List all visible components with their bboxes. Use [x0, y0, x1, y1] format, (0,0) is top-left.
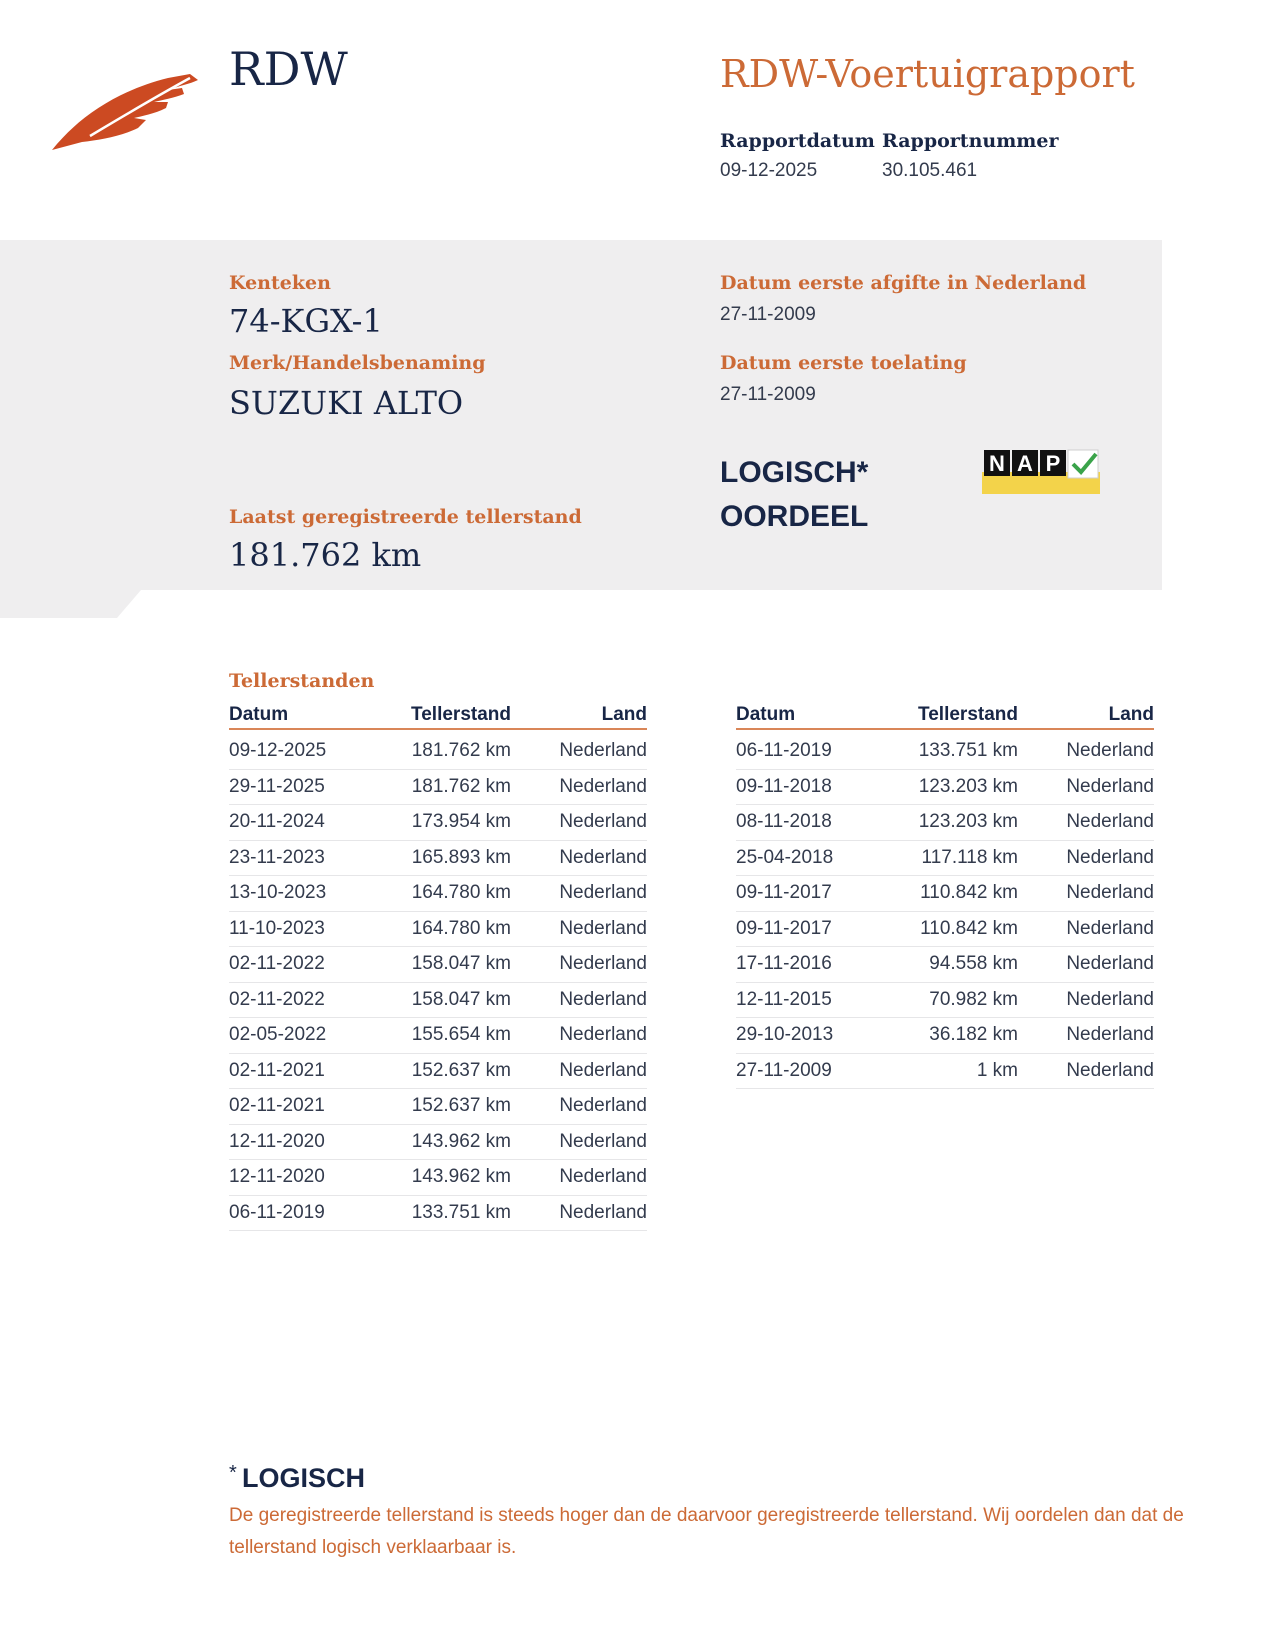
row-country: Nederland [559, 917, 647, 939]
table-body [229, 734, 647, 1231]
row-date: 02-11-2021 [229, 1095, 325, 1117]
row-date: 11-10-2023 [229, 917, 325, 939]
row-country: Nederland [559, 1059, 647, 1081]
row-odometer: 133.751 km [918, 740, 1018, 762]
table-row [229, 734, 647, 770]
row-odometer: 123.203 km [918, 811, 1018, 833]
row-date: 06-11-2019 [229, 1201, 325, 1223]
table-row [229, 876, 647, 912]
row-odometer: 70.982 km [929, 988, 1018, 1010]
row-country: Nederland [559, 1201, 647, 1223]
row-date: 06-11-2019 [736, 740, 832, 762]
panel-tab-slope [117, 590, 141, 618]
plate-label: Kenteken [229, 272, 331, 294]
table-header [736, 700, 1154, 730]
row-odometer: 181.762 km [411, 775, 511, 797]
row-country: Nederland [559, 1095, 647, 1117]
row-odometer: 110.842 km [920, 882, 1018, 904]
row-country: Nederland [1066, 740, 1154, 762]
row-country: Nederland [559, 882, 647, 904]
row-date: 09-11-2017 [736, 882, 832, 904]
col-country: Land [1108, 704, 1154, 725]
table-row [229, 770, 647, 806]
report-date: 09-12-2025 [720, 160, 818, 181]
row-odometer: 110.842 km [920, 917, 1018, 939]
row-odometer: 181.762 km [411, 740, 511, 762]
col-country: Land [601, 704, 647, 725]
row-country: Nederland [1066, 917, 1154, 939]
row-odometer: 117.118 km [921, 846, 1018, 868]
row-date: 09-11-2018 [736, 775, 832, 797]
last-odometer-value: 181.762 km [229, 536, 422, 574]
row-country: Nederland [559, 1024, 647, 1046]
report-number: 30.105.461 [882, 160, 978, 181]
row-date: 02-11-2021 [229, 1059, 325, 1081]
table-row [736, 1054, 1154, 1090]
odometer-table-left [229, 700, 647, 1231]
row-date: 02-05-2022 [229, 1024, 327, 1046]
row-date: 25-04-2018 [736, 846, 834, 868]
verdict-line-1: LOGISCH* [720, 456, 869, 489]
plate-value: 74-KGX-1 [229, 302, 383, 340]
row-odometer: 94.558 km [929, 953, 1018, 975]
row-country: Nederland [1066, 775, 1154, 797]
table-row [736, 734, 1154, 770]
row-country: Nederland [559, 811, 647, 833]
row-date: 23-11-2023 [229, 846, 325, 868]
row-country: Nederland [559, 1130, 647, 1152]
report-title: RDW-Voertuigrapport [720, 52, 1135, 96]
col-odometer: Tellerstand [411, 704, 511, 725]
row-country: Nederland [1066, 953, 1154, 975]
row-date: 09-11-2017 [736, 917, 832, 939]
row-date: 20-11-2024 [229, 811, 325, 833]
table-row [736, 947, 1154, 983]
row-country: Nederland [1066, 1059, 1154, 1081]
row-date: 02-11-2022 [229, 988, 325, 1010]
row-odometer: 152.637 km [411, 1059, 511, 1081]
table-row [736, 841, 1154, 877]
table-row [229, 983, 647, 1019]
table-row [229, 841, 647, 877]
footnote-text: De geregistreerde tellerstand is steeds hoger dan de daarvoor geregistreerde tellerstand. Wij oordelen dan dat de tellerstand logisch verklaarbaar is. [229, 1505, 1184, 1558]
row-country: Nederland [559, 1166, 647, 1188]
table-row [229, 912, 647, 948]
row-date: 08-11-2018 [736, 811, 832, 833]
rdw-logo [50, 70, 205, 155]
row-date: 12-11-2015 [736, 988, 832, 1010]
row-country: Nederland [559, 953, 647, 975]
table-row [736, 983, 1154, 1019]
table-row [229, 1018, 647, 1054]
row-date: 09-12-2025 [229, 740, 327, 762]
row-odometer: 143.962 km [411, 1130, 511, 1152]
first-admission-value: 27-11-2009 [720, 384, 816, 405]
row-odometer: 158.047 km [411, 953, 511, 975]
table-row [736, 912, 1154, 948]
first-issue-nl-label: Datum eerste afgifte in Nederland [720, 272, 1087, 294]
row-country: Nederland [559, 775, 647, 797]
row-date: 13-10-2023 [229, 882, 327, 904]
row-odometer: 123.203 km [918, 775, 1018, 797]
row-odometer: 164.780 km [411, 882, 511, 904]
row-odometer: 158.047 km [411, 988, 511, 1010]
row-country: Nederland [1066, 846, 1154, 868]
report-date-label: Rapportdatum [720, 130, 875, 152]
table-row [736, 805, 1154, 841]
row-odometer: 173.954 km [411, 811, 511, 833]
table-body [736, 734, 1154, 1089]
row-odometer: 36.182 km [929, 1024, 1018, 1046]
row-date: 27-11-2009 [736, 1059, 832, 1081]
row-date: 29-11-2025 [229, 775, 325, 797]
table-row [736, 770, 1154, 806]
row-country: Nederland [1066, 1024, 1154, 1046]
make-value: SUZUKI ALTO [229, 384, 464, 422]
table-row [736, 876, 1154, 912]
nap-letter-a: A [1017, 451, 1033, 476]
verdict-line-2: OORDEEL [720, 500, 869, 533]
table-row [229, 1089, 647, 1125]
col-date: Datum [736, 704, 796, 725]
row-odometer: 152.637 km [411, 1095, 511, 1117]
report-number-label: Rapportnummer [882, 130, 1059, 152]
row-odometer: 164.780 km [411, 917, 511, 939]
nap-letter-p: P [1045, 451, 1061, 476]
row-date: 02-11-2022 [229, 953, 325, 975]
row-country: Nederland [559, 740, 647, 762]
panel-tab [0, 590, 117, 618]
table-header [229, 700, 647, 730]
row-odometer: 165.893 km [411, 846, 511, 868]
row-odometer: 143.962 km [411, 1166, 511, 1188]
odometer-table-right [736, 700, 1154, 1089]
table-row [229, 1196, 647, 1232]
nap-letter-n: N [989, 451, 1005, 476]
table-row [229, 1125, 647, 1161]
row-odometer: 133.751 km [411, 1201, 511, 1223]
first-issue-nl-value: 27-11-2009 [720, 304, 816, 325]
table-row [229, 1160, 647, 1196]
table-row [229, 805, 647, 841]
footnote-title: LOGISCH [242, 1463, 366, 1493]
row-date: 17-11-2016 [736, 953, 832, 975]
row-country: Nederland [559, 988, 647, 1010]
row-country: Nederland [1066, 882, 1154, 904]
col-odometer: Tellerstand [918, 704, 1018, 725]
table-row [736, 1018, 1154, 1054]
row-date: 12-11-2020 [229, 1166, 325, 1188]
row-date: 12-11-2020 [229, 1130, 325, 1152]
nap-logo [982, 448, 1100, 494]
table-row [229, 947, 647, 983]
row-odometer: 1 km [976, 1059, 1018, 1081]
col-date: Datum [229, 704, 289, 725]
row-date: 29-10-2013 [736, 1024, 834, 1046]
row-country: Nederland [1066, 811, 1154, 833]
make-label: Merk/Handelsbenaming [229, 352, 486, 374]
odometer-title: Tellerstanden [229, 670, 375, 692]
brand-name: RDW [229, 42, 348, 96]
first-admission-label: Datum eerste toelating [720, 352, 967, 374]
row-country: Nederland [559, 846, 647, 868]
row-odometer: 155.654 km [411, 1024, 511, 1046]
table-row [229, 1054, 647, 1090]
footnote-star: * [229, 1462, 237, 1484]
last-odometer-label: Laatst geregistreerde tellerstand [229, 506, 582, 528]
row-country: Nederland [1066, 988, 1154, 1010]
